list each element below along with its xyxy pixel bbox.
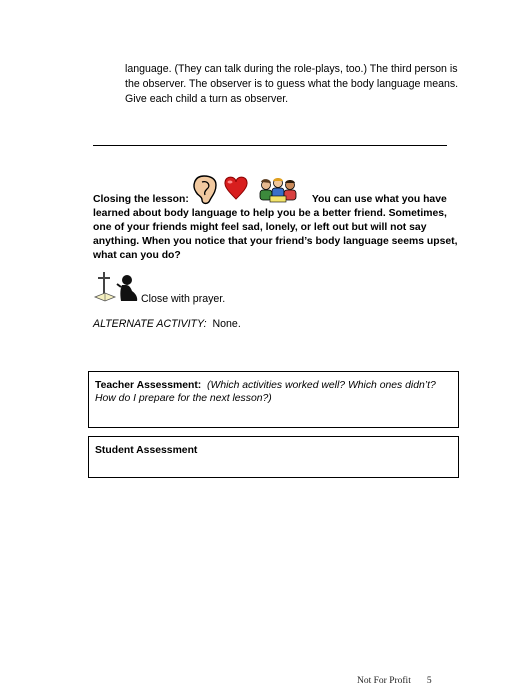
student-assessment-label: Student Assessment — [95, 445, 198, 456]
page-footer — [357, 676, 432, 686]
section-divider — [93, 145, 447, 146]
teacher-assessment-prompt: (Which activities worked well? Which ones didn’t? How do I prepare for the next lesson?) — [95, 380, 436, 404]
alternate-activity-line — [93, 317, 241, 331]
closing-paragraph — [93, 193, 465, 263]
alternate-activity-value: None. — [212, 318, 241, 330]
prayer-text: Close with prayer. — [141, 293, 226, 305]
prayer-line — [141, 292, 225, 306]
student-assessment-box[interactable] — [88, 436, 459, 478]
footer-text: Not For Profit — [357, 676, 411, 686]
intro-paragraph: language. (They can talk during the role-plays, too.) The third person is the observer. The observer is to guess what the body language means. Give each child a turn as observer. — [125, 63, 459, 105]
teacher-assessment-label: Teacher Assessment: — [95, 380, 202, 391]
alternate-activity-label: ALTERNATE ACTIVITY: — [93, 318, 207, 330]
page-number: 5 — [426, 676, 432, 686]
closing-text: You can use what you have learned about body language to help you be a better friend. Sometimes, one of your friends might feel sad, lonely, or left out but will not say anything. When you notice that your friend’s body language seems upset, what can you do? — [93, 194, 458, 261]
teacher-assessment-box[interactable] — [88, 371, 459, 428]
praying-child-with-cross-icon — [93, 271, 143, 305]
closing-label: Closing the lesson: — [93, 194, 189, 205]
